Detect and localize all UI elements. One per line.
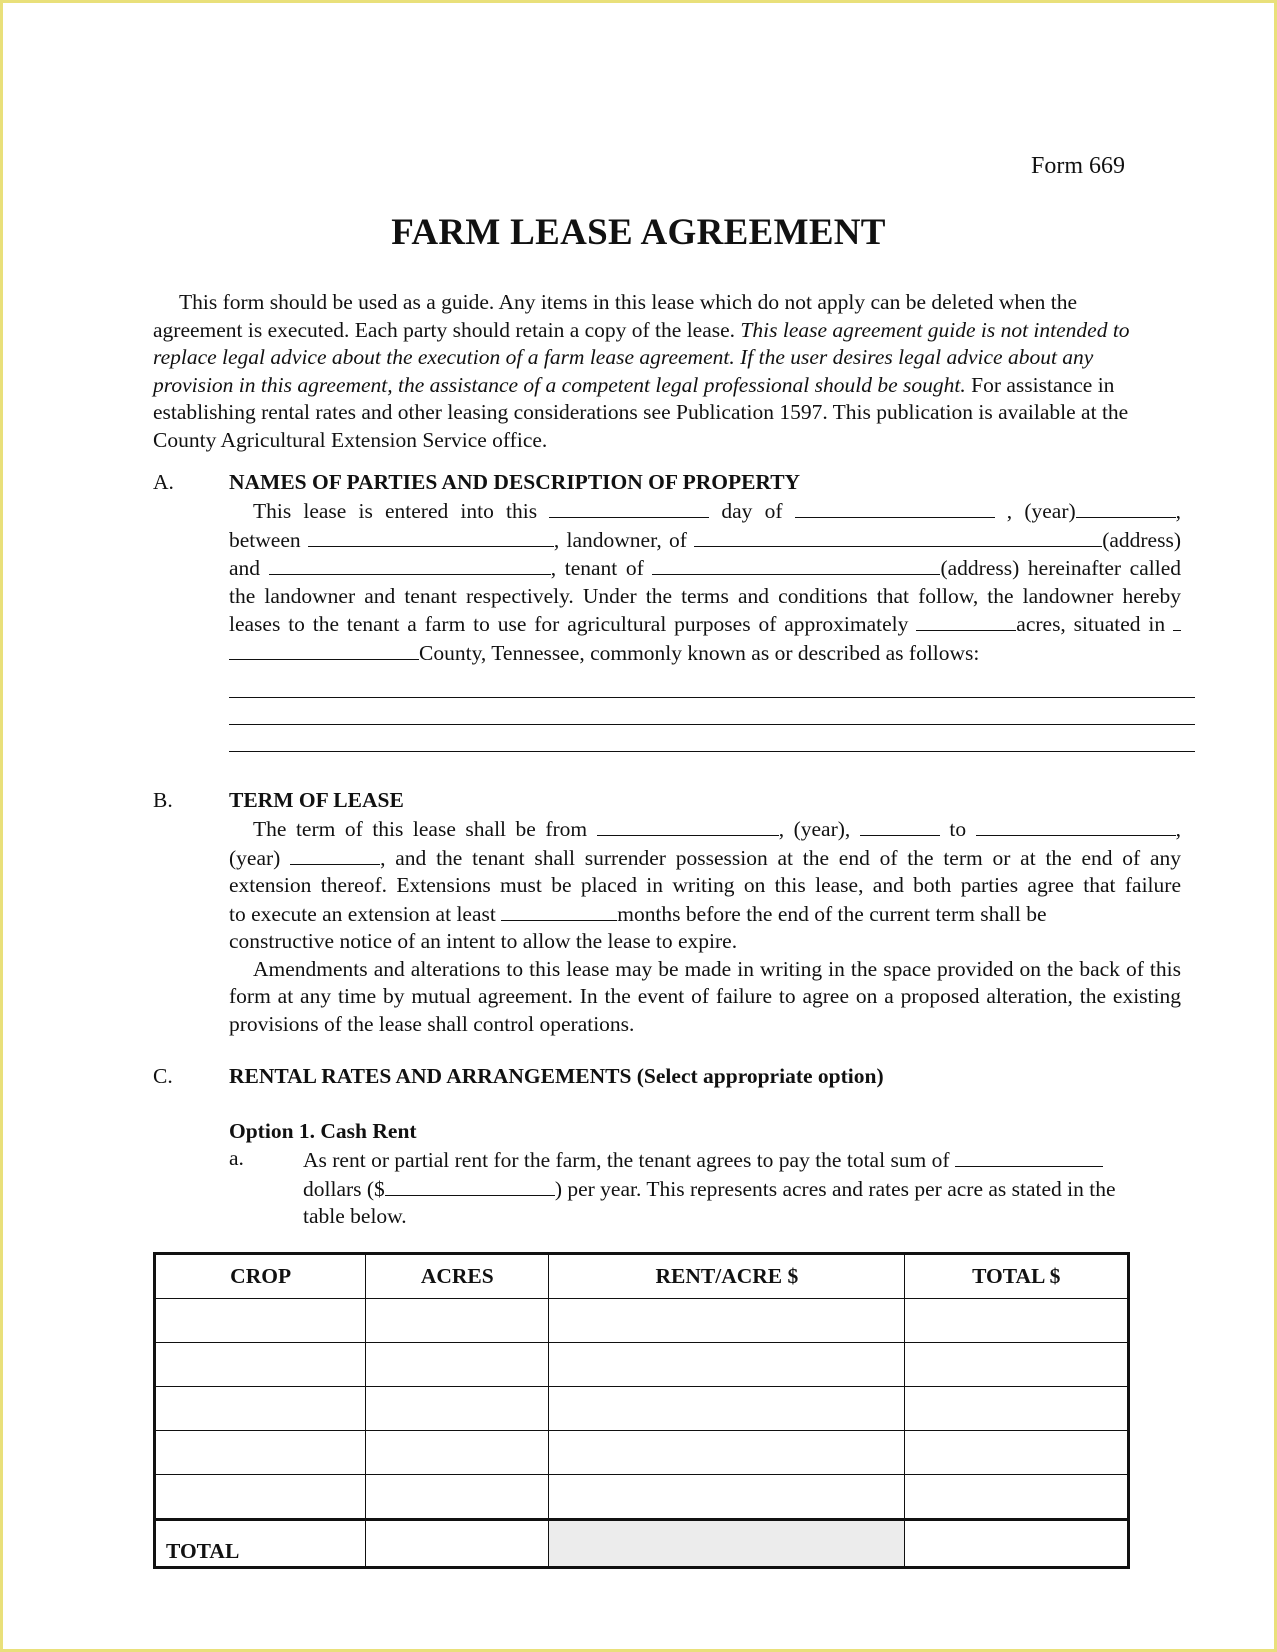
header-rent-per-acre: RENT/ACRE $ (549, 1254, 905, 1299)
term-start-field[interactable] (597, 815, 779, 836)
total-label: TOTAL (155, 1520, 366, 1568)
table-cell[interactable] (549, 1299, 905, 1343)
total-acres-cell[interactable] (366, 1520, 549, 1568)
section-c-letter: C. (153, 1064, 173, 1088)
section-b-letter: B. (153, 788, 173, 812)
table-cell[interactable] (366, 1299, 549, 1343)
table-row (155, 1475, 1129, 1520)
total-amount-cell[interactable] (905, 1520, 1129, 1568)
table-cell[interactable] (366, 1387, 549, 1431)
table-cell[interactable] (155, 1343, 366, 1387)
item-a-letter: a. (229, 1146, 244, 1170)
table-row (155, 1299, 1129, 1343)
month-field[interactable] (795, 497, 995, 518)
cash-rent-table (153, 1252, 1130, 1569)
section-a-body (229, 497, 1181, 667)
section-a-line: and , tenant of (address) hereinafter called (229, 556, 1182, 580)
table-cell[interactable] (155, 1387, 366, 1431)
table-cell[interactable] (549, 1343, 905, 1387)
table-cell[interactable] (155, 1299, 366, 1343)
table-cell[interactable] (155, 1475, 366, 1520)
table-header-row (155, 1254, 1129, 1299)
amendments-paragraph: Amendments and alterations to this lease may be made in writing in the space provided on the back of this form at any time by mutual agreement. In the event of failure to agree on a proposed alteration, the existing provisions of the lease shall control operations. (229, 956, 1181, 1036)
section-a-line: County, Tennessee, commonly known as or described as follows: (229, 639, 1181, 668)
table-cell[interactable] (366, 1431, 549, 1475)
tenant-address-field[interactable] (652, 554, 940, 575)
dollar-amount-field[interactable] (385, 1175, 555, 1196)
header-acres: ACRES (366, 1254, 549, 1299)
day-field[interactable] (549, 497, 709, 518)
section-a-line: the landowner and tenant respectively. Under the terms and conditions that follow, the landowner hereby (229, 583, 1181, 608)
section-b-heading: TERM OF LEASE (229, 788, 404, 812)
table-row (155, 1343, 1129, 1387)
document-title: FARM LEASE AGREEMENT (391, 212, 886, 253)
shaded-cell (549, 1520, 905, 1568)
header-crop: CROP (155, 1254, 366, 1299)
extension-months-field[interactable] (501, 900, 617, 921)
year-field[interactable] (1076, 497, 1176, 518)
tenant-name-field[interactable] (269, 554, 551, 575)
term-end-field[interactable] (976, 815, 1176, 836)
section-a-line: This lease is entered into this day of , (year) , (253, 499, 1182, 523)
table-cell[interactable] (549, 1431, 905, 1475)
table-row (155, 1431, 1129, 1475)
intro-paragraph (153, 289, 1133, 454)
county-field[interactable] (229, 639, 419, 660)
description-line[interactable] (229, 724, 1195, 725)
table-cell[interactable] (905, 1431, 1129, 1475)
section-b-line: (year) , and the tenant shall surrender possession at the end of the term or at the end of any (229, 845, 1182, 870)
term-end-year-field[interactable] (290, 844, 380, 865)
table-cell[interactable] (366, 1475, 549, 1520)
table-cell[interactable] (905, 1387, 1129, 1431)
total-sum-field[interactable] (955, 1146, 1103, 1167)
section-b-line: constructive notice of an intent to allow the lease to expire. (229, 929, 738, 953)
document-page (3, 3, 1274, 1649)
table-cell[interactable] (905, 1475, 1129, 1520)
table-cell[interactable] (905, 1343, 1129, 1387)
intro-publication-text: For assistance in establishing rental rates and other leasing considerations see Publication 1597. This publication is available at the County Agricultural Extension Service office. (153, 372, 1129, 452)
table-cell[interactable] (366, 1343, 549, 1387)
section-b-body (229, 815, 1181, 1038)
description-line[interactable] (229, 697, 1195, 698)
table-cell[interactable] (905, 1299, 1129, 1343)
acres-field[interactable] (916, 610, 1016, 631)
section-b-line: The term of this lease shall be from , (year), to , (253, 817, 1181, 841)
description-line[interactable] (229, 751, 1195, 752)
table-cell[interactable] (155, 1431, 366, 1475)
landowner-name-field[interactable] (308, 526, 554, 547)
section-a-line: leases to the tenant a farm to use for agricultural purposes of approximately acres, situated in (229, 610, 1181, 639)
section-a-line: between , landowner, of (address) (229, 527, 1181, 552)
table-cell[interactable] (549, 1387, 905, 1431)
item-a-text: As rent or partial rent for the farm, the tenant agrees to pay the total sum of dollars ($ ) per year. This represents acres and rates per acre as stated in the table below. (303, 1148, 1116, 1228)
option-1-heading: Option 1. Cash Rent (229, 1119, 417, 1143)
intro-legal-disclaimer: This lease agreement guide is not intended to replace legal advice about the execution of a farm lease agreement. If the user desires legal advice about any provision in this agreement, the assistance of a competent legal professional should be sought. (153, 317, 1130, 397)
landowner-address-field[interactable] (694, 526, 1102, 547)
term-start-year-field[interactable] (860, 815, 940, 836)
section-c-heading: RENTAL RATES AND ARRANGEMENTS (Select appropriate option) (229, 1064, 884, 1088)
table-row (155, 1387, 1129, 1431)
form-number: Form 669 (1031, 153, 1126, 179)
section-b-line: to execute an extension at least months before the end of the current term shall be (229, 901, 1047, 926)
header-total: TOTAL $ (905, 1254, 1129, 1299)
section-a-heading: NAMES OF PARTIES AND DESCRIPTION OF PROPERTY (229, 470, 801, 494)
section-b-line: extension thereof. Extensions must be placed in writing on this lease, and both parties agree that failure (229, 873, 1181, 897)
table-cell[interactable] (549, 1475, 905, 1520)
table-total-row (155, 1520, 1129, 1568)
section-a-letter: A. (153, 470, 174, 494)
intro-text: This form should be used as a guide. Any items in this lease which do not apply can be deleted when the agreement is executed. Each party should retain a copy of the lease. (153, 290, 1078, 342)
